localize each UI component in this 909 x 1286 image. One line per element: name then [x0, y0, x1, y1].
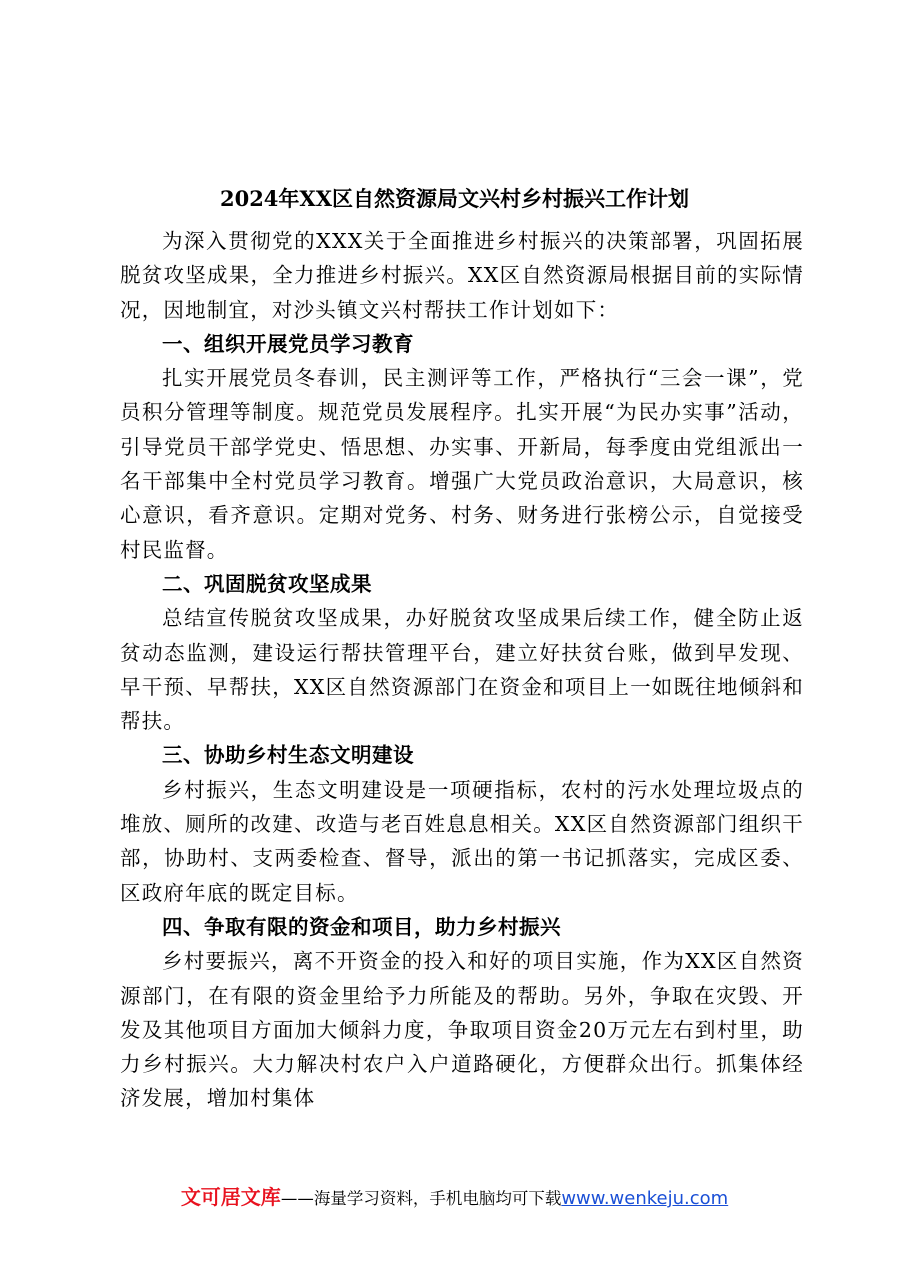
section-1-heading: 一、组织开展党员学习教育	[162, 331, 414, 356]
section-4-heading: 四、争取有限的资金和项目，助力乡村振兴	[162, 914, 561, 939]
section-2-heading: 二、巩固脱贫攻坚成果	[162, 571, 372, 596]
footer-site-link[interactable]: www.wenkeju.com	[561, 1188, 729, 1209]
section-4-body: 乡村要振兴，离不开资金的投入和好的项目实施，作为XX区自然资源部门，在有限的资金里给予力所能及的帮助。另外，争取在灾毁、开发及其他项目方面加大倾斜力度，争取项目资金20万元左右到村里，助力乡村振兴。大力解决村农户入户道路硬化，方便群众出行。抓集体经济发展，增加村集体	[120, 949, 804, 1111]
section-3-heading: 三、协助乡村生态文明建设	[162, 743, 414, 768]
footer-tagline: ——海量学习资料，手机电脑均可下载	[280, 1189, 562, 1208]
section-2-body: 总结宣传脱贫攻坚成果，办好脱贫攻坚成果后续工作，健全防止返贫动态监测，建设运行帮扶管理平台，建立好扶贫台账，做到早发现、早干预、早帮扶，XX区自然资源部门在资金和项目上一如既往地倾斜和帮扶。	[120, 606, 804, 734]
intro-paragraph: 为深入贯彻党的XXX关于全面推进乡村振兴的决策部署，巩固拓展脱贫攻坚成果，全力推进乡村振兴。XX区自然资源局根据目前的实际情况，因地制宜，对沙头镇文兴村帮扶工作计划如下：	[120, 229, 804, 322]
footer-brand: 文可居文库	[180, 1185, 281, 1209]
section-3-body: 乡村振兴，生态文明建设是一项硬指标，农村的污水处理垃圾点的堆放、厕所的改建、改造与老百姓息息相关。XX区自然资源部门组织干部，协助村、支两委检查、督导，派出的第一书记抓落实，完成区委、区政府年底的既定目标。	[120, 777, 804, 905]
document-title: 2024年XX区自然资源局文兴村乡村振兴工作计划	[219, 186, 690, 211]
footer-banner	[0, 1183, 909, 1213]
document-body	[120, 224, 804, 1116]
section-1-body: 扎实开展党员冬春训，民主测评等工作，严格执行“三会一课”，党员积分管理等制度。规范党员发展程序。扎实开展“为民办实事”活动，引导党员干部学党史、悟思想、办实事、开新局，每季度由党组派出一名干部集中全村党员学习教育。增强广大党员政治意识，大局意识，核心意识，看齐意识。定期对党务、村务、财务进行张榜公示，自觉接受村民监督。	[120, 366, 804, 562]
